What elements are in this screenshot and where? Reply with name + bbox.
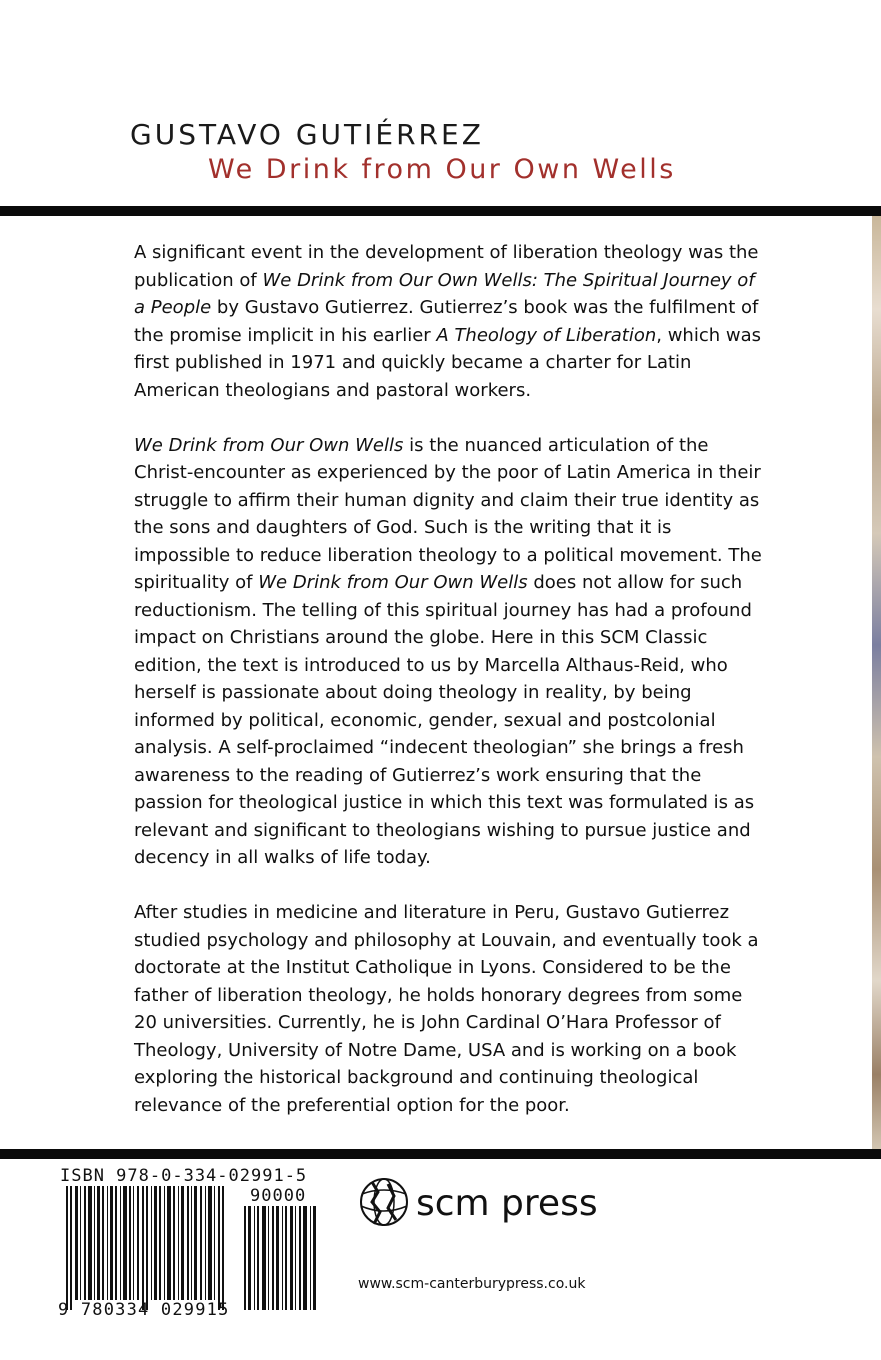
- book-title: We Drink from Our Own Wells: [208, 154, 676, 185]
- barcode-digits: 9 780334 029915: [58, 1300, 230, 1320]
- barcode-addon-digits: 90000: [250, 1186, 307, 1206]
- cover-header: [0, 0, 881, 205]
- bottom-black-band: [0, 1149, 881, 1159]
- isbn-label: ISBN 978-0-334-02991-5: [60, 1166, 308, 1186]
- scm-globe-icon: [358, 1172, 410, 1230]
- blurb-paragraph-1: A significant event in the development of liberation theology was the publication of We Drink from Our Own Wells: The Spiritual Journey of a People by Gustavo Gutierrez. Gutierrez’s book was the fulfilment of the promise implicit in his earlier A Theology of Liberation, which was first published in 1971 and quickly became a charter for Latin American theologians and pastoral workers.: [134, 242, 761, 401]
- spine-image-strip: [872, 216, 881, 1149]
- blurb-text: [134, 239, 770, 1147]
- isbn-barcode: [66, 1186, 228, 1310]
- addon-barcode: [244, 1206, 320, 1310]
- publisher-name: scm press: [416, 1183, 598, 1224]
- author-bio-paragraph: After studies in medicine and literature in Peru, Gustavo Gutierrez studied psychology and philosophy at Louvain, and eventually took a doctorate at the Institut Catholique in Lyons. Considered to be the father of liberation theology, he holds honorary degrees from some 20 universities. Currently, he is John Cardinal O’Hara Professor of Theology, University of Notre Dame, USA and is working on a book exploring the historical background and continuing theological relevance of the preferential option for the poor.: [134, 902, 759, 1116]
- author-name: GUSTAVO GUTIÉRREZ: [130, 118, 484, 151]
- blurb-paragraph-2: We Drink from Our Own Wells is the nuanced articulation of the Christ-encounter as experienced by the poor of Latin America in their struggle to affirm their human dignity and claim their true identity as the sons and daughters of God. Such is the writing that it is impossible to reduce liberation theology to a political movement. The spirituality of We Drink from Our Own Wells does not allow for such reductionism. The telling of this spiritual journey has had a profound impact on Christians around the globe. Here in this SCM Classic edition, the text is introduced to us by Marcella Althaus-Reid, who herself is passionate about doing theology in reality, by being informed by political, economic, gender, sexual and postcolonial analysis. A self-proclaimed “indecent theologian” she brings a fresh awareness to the reading of Gutierrez’s work ensuring that the passion for theological justice in which this text was formulated is as relevant and significant to theologians wishing to pursue justice and decency in all walks of life today.: [134, 434, 762, 868]
- top-black-band: [0, 206, 881, 216]
- publisher-website: www.scm-canterburypress.co.uk: [358, 1276, 586, 1292]
